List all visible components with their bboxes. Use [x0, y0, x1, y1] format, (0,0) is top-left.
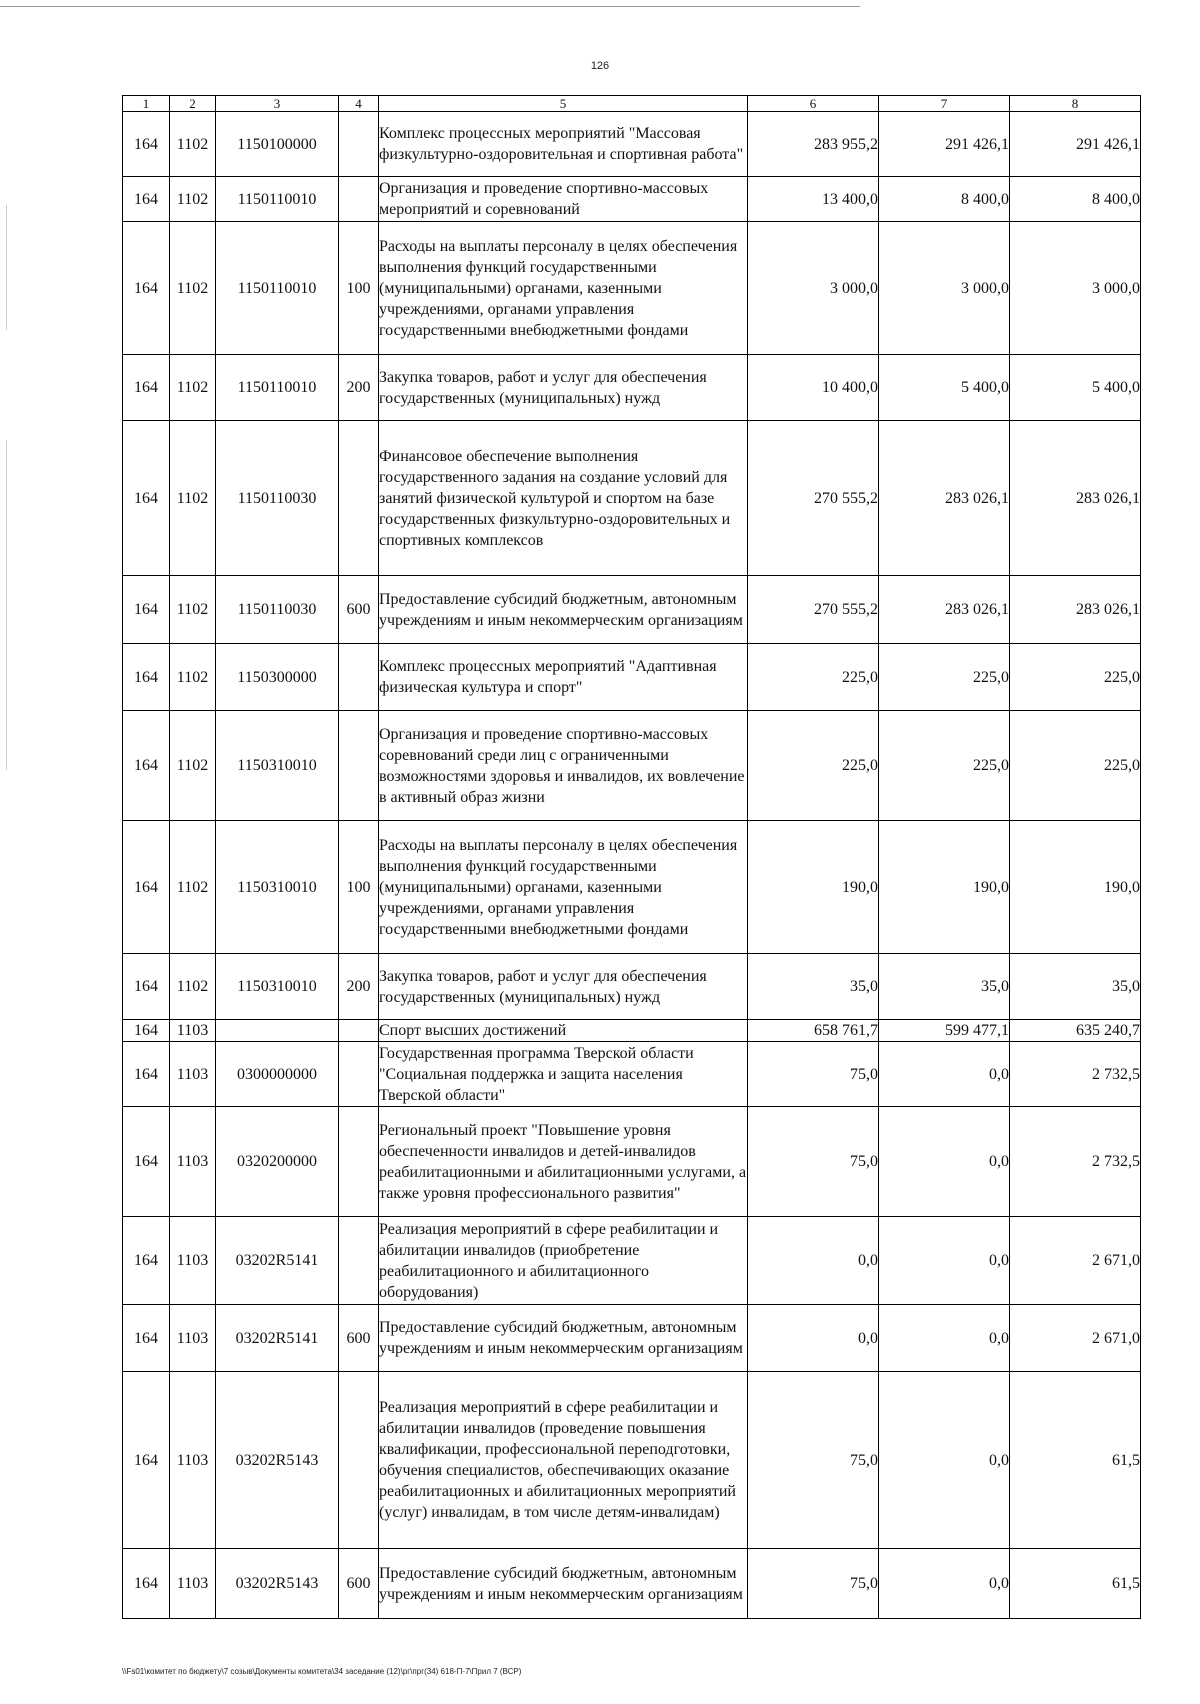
cell-amount-7: 0,0	[879, 1549, 1010, 1619]
cell-code-3: 1150100000	[216, 112, 339, 177]
cell-code-3: 0320200000	[216, 1107, 339, 1217]
cell-amount-7: 291 426,1	[879, 112, 1010, 177]
cell-amount-6: 75,0	[748, 1107, 879, 1217]
cell-description: Закупка товаров, работ и услуг для обеспечения государственных (муниципальных) нужд	[379, 954, 748, 1020]
column-header: 4	[339, 96, 379, 112]
cell-amount-6: 283 955,2	[748, 112, 879, 177]
cell-code-2: 1102	[170, 576, 216, 644]
cell-code-1: 164	[123, 711, 170, 821]
cell-code-2: 1102	[170, 644, 216, 711]
cell-code-1: 164	[123, 355, 170, 421]
scan-margin-line	[6, 205, 7, 330]
column-header: 8	[1010, 96, 1141, 112]
cell-amount-7: 3 000,0	[879, 222, 1010, 355]
cell-code-3: 03202R5141	[216, 1217, 339, 1305]
cell-description: Региональный проект "Повышение уровня обеспеченности инвалидов и детей-инвалидов реабилитационными и абилитационными услугами, а также уровня профессионального развития"	[379, 1107, 748, 1217]
top-rule	[0, 6, 860, 7]
cell-code-1: 164	[123, 1217, 170, 1305]
cell-code-2: 1103	[170, 1042, 216, 1107]
cell-amount-8: 635 240,7	[1010, 1020, 1141, 1042]
cell-code-4: 100	[339, 821, 379, 954]
table-row	[123, 1549, 1141, 1619]
cell-code-3: 03202R5143	[216, 1549, 339, 1619]
cell-description: Государственная программа Тверской области "Социальная поддержка и защита населения Тверской области"	[379, 1042, 748, 1107]
cell-description: Организация и проведение спортивно-массовых мероприятий и соревнований	[379, 177, 748, 222]
cell-description: Реализация мероприятий в сфере реабилитации и абилитации инвалидов (приобретение реабилитационного и абилитационного оборудования)	[379, 1217, 748, 1305]
cell-code-3: 1150110010	[216, 355, 339, 421]
cell-code-2: 1102	[170, 355, 216, 421]
cell-amount-7: 0,0	[879, 1305, 1010, 1372]
cell-code-4: 200	[339, 355, 379, 421]
cell-code-4	[339, 1020, 379, 1042]
cell-amount-6: 270 555,2	[748, 421, 879, 576]
cell-code-4	[339, 177, 379, 222]
cell-amount-7: 0,0	[879, 1107, 1010, 1217]
cell-amount-7: 225,0	[879, 644, 1010, 711]
cell-description: Предоставление субсидий бюджетным, автономным учреждениям и иным некоммерческим организациям	[379, 576, 748, 644]
cell-amount-6: 3 000,0	[748, 222, 879, 355]
cell-code-3: 03202R5141	[216, 1305, 339, 1372]
cell-code-2: 1103	[170, 1372, 216, 1549]
cell-code-4: 200	[339, 954, 379, 1020]
cell-code-2: 1102	[170, 954, 216, 1020]
cell-amount-6: 13 400,0	[748, 177, 879, 222]
cell-code-4	[339, 1217, 379, 1305]
cell-code-4	[339, 711, 379, 821]
cell-amount-7: 225,0	[879, 711, 1010, 821]
cell-amount-6: 270 555,2	[748, 576, 879, 644]
cell-code-1: 164	[123, 1549, 170, 1619]
cell-code-1: 164	[123, 1042, 170, 1107]
cell-amount-8: 3 000,0	[1010, 222, 1141, 355]
cell-code-2: 1102	[170, 112, 216, 177]
cell-amount-8: 291 426,1	[1010, 112, 1141, 177]
cell-amount-8: 283 026,1	[1010, 576, 1141, 644]
cell-code-1: 164	[123, 576, 170, 644]
cell-code-4	[339, 112, 379, 177]
cell-code-4: 100	[339, 222, 379, 355]
cell-description: Предоставление субсидий бюджетным, автономным учреждениям и иным некоммерческим организациям	[379, 1549, 748, 1619]
cell-code-1: 164	[123, 1305, 170, 1372]
cell-code-4: 600	[339, 1549, 379, 1619]
cell-code-4	[339, 1372, 379, 1549]
cell-amount-8: 2 671,0	[1010, 1217, 1141, 1305]
cell-description: Реализация мероприятий в сфере реабилитации и абилитации инвалидов (проведение повышения квалификации, профессиональной переподготовки, обучения специалистов, обеспечивающих оказание реабилитационных и абилитационных мероприятий (услуг) инвалидам, в том числе детям-инвалидам)	[379, 1372, 748, 1549]
cell-amount-6: 75,0	[748, 1372, 879, 1549]
cell-code-2: 1103	[170, 1107, 216, 1217]
cell-description: Организация и проведение спортивно-массовых соревнований среди лиц с ограниченными возможностями здоровья и инвалидов, их вовлечение в активный образ жизни	[379, 711, 748, 821]
scan-margin-line	[6, 440, 7, 770]
cell-amount-7: 0,0	[879, 1372, 1010, 1549]
cell-code-1: 164	[123, 1107, 170, 1217]
budget-table	[122, 95, 1141, 1619]
cell-amount-8: 225,0	[1010, 711, 1141, 821]
cell-amount-7: 8 400,0	[879, 177, 1010, 222]
table-row	[123, 1042, 1141, 1107]
cell-amount-7: 283 026,1	[879, 421, 1010, 576]
table-row	[123, 1305, 1141, 1372]
cell-amount-6: 225,0	[748, 711, 879, 821]
cell-code-1: 164	[123, 1020, 170, 1042]
column-header: 2	[170, 96, 216, 112]
cell-code-3: 1150310010	[216, 711, 339, 821]
cell-code-4	[339, 1107, 379, 1217]
cell-amount-8: 2 732,5	[1010, 1042, 1141, 1107]
cell-code-1: 164	[123, 222, 170, 355]
cell-amount-6: 190,0	[748, 821, 879, 954]
cell-description: Спорт высших достижений	[379, 1020, 748, 1042]
table-row	[123, 954, 1141, 1020]
cell-code-4	[339, 644, 379, 711]
cell-amount-6: 0,0	[748, 1305, 879, 1372]
column-header: 5	[379, 96, 748, 112]
cell-code-2: 1102	[170, 821, 216, 954]
cell-code-4	[339, 1042, 379, 1107]
table-row	[123, 355, 1141, 421]
cell-amount-8: 190,0	[1010, 821, 1141, 954]
cell-amount-6: 35,0	[748, 954, 879, 1020]
footer-file-path: \\Fs01\комитет по бюджету\7 созыв\Документы комитета\34 заседание (12)\рг\прг(34) 618-П-7\Прил 7 (ВСР)	[122, 1667, 522, 1676]
cell-code-1: 164	[123, 954, 170, 1020]
cell-code-3: 1150110010	[216, 222, 339, 355]
cell-code-3: 1150300000	[216, 644, 339, 711]
cell-description: Расходы на выплаты персоналу в целях обеспечения выполнения функций государственными (муниципальными) органами, казенными учреждениями, органами управления государственными внебюджетными фондами	[379, 821, 748, 954]
cell-amount-7: 283 026,1	[879, 576, 1010, 644]
cell-description: Расходы на выплаты персоналу в целях обеспечения выполнения функций государственными (муниципальными) органами, казенными учреждениями, органами управления государственными внебюджетными фондами	[379, 222, 748, 355]
cell-amount-7: 599 477,1	[879, 1020, 1010, 1042]
cell-code-2: 1103	[170, 1217, 216, 1305]
cell-amount-6: 75,0	[748, 1549, 879, 1619]
cell-amount-7: 0,0	[879, 1217, 1010, 1305]
cell-amount-6: 225,0	[748, 644, 879, 711]
cell-amount-8: 5 400,0	[1010, 355, 1141, 421]
cell-code-3: 03202R5143	[216, 1372, 339, 1549]
cell-amount-8: 61,5	[1010, 1549, 1141, 1619]
table-row	[123, 112, 1141, 177]
cell-amount-7: 5 400,0	[879, 355, 1010, 421]
table-row	[123, 821, 1141, 954]
table-row	[123, 1107, 1141, 1217]
cell-amount-6: 0,0	[748, 1217, 879, 1305]
cell-code-4: 600	[339, 576, 379, 644]
table-row	[123, 576, 1141, 644]
cell-code-2: 1103	[170, 1020, 216, 1042]
cell-code-4: 600	[339, 1305, 379, 1372]
cell-amount-6: 10 400,0	[748, 355, 879, 421]
cell-code-3: 1150310010	[216, 821, 339, 954]
cell-amount-7: 35,0	[879, 954, 1010, 1020]
cell-code-1: 164	[123, 177, 170, 222]
cell-amount-8: 225,0	[1010, 644, 1141, 711]
cell-code-1: 164	[123, 644, 170, 711]
cell-code-3	[216, 1020, 339, 1042]
page-number: 126	[590, 60, 610, 72]
table-row	[123, 421, 1141, 576]
cell-code-3: 1150110030	[216, 421, 339, 576]
cell-code-3: 1150110010	[216, 177, 339, 222]
cell-amount-6: 658 761,7	[748, 1020, 879, 1042]
cell-description: Предоставление субсидий бюджетным, автономным учреждениям и иным некоммерческим организациям	[379, 1305, 748, 1372]
cell-amount-7: 0,0	[879, 1042, 1010, 1107]
cell-amount-8: 2 671,0	[1010, 1305, 1141, 1372]
cell-code-4	[339, 421, 379, 576]
cell-amount-8: 283 026,1	[1010, 421, 1141, 576]
cell-code-1: 164	[123, 421, 170, 576]
cell-amount-8: 35,0	[1010, 954, 1141, 1020]
cell-amount-8: 2 732,5	[1010, 1107, 1141, 1217]
cell-code-2: 1102	[170, 711, 216, 821]
cell-description: Финансовое обеспечение выполнения государственного задания на создание условий для занятий физической культурой и спортом на базе государственных физкультурно-оздоровительных и спортивных комплексов	[379, 421, 748, 576]
cell-amount-7: 190,0	[879, 821, 1010, 954]
cell-code-3: 1150110030	[216, 576, 339, 644]
cell-description: Закупка товаров, работ и услуг для обеспечения государственных (муниципальных) нужд	[379, 355, 748, 421]
table-row	[123, 177, 1141, 222]
cell-amount-6: 75,0	[748, 1042, 879, 1107]
cell-code-2: 1102	[170, 177, 216, 222]
table-row	[123, 1020, 1141, 1042]
table-row	[123, 644, 1141, 711]
column-header: 7	[879, 96, 1010, 112]
cell-code-2: 1102	[170, 421, 216, 576]
cell-code-3: 0300000000	[216, 1042, 339, 1107]
table-row	[123, 1372, 1141, 1549]
cell-code-2: 1102	[170, 222, 216, 355]
cell-code-3: 1150310010	[216, 954, 339, 1020]
table-row	[123, 711, 1141, 821]
cell-amount-8: 8 400,0	[1010, 177, 1141, 222]
cell-code-1: 164	[123, 821, 170, 954]
table-row	[123, 222, 1141, 355]
column-header: 1	[123, 96, 170, 112]
cell-code-1: 164	[123, 1372, 170, 1549]
cell-code-2: 1103	[170, 1305, 216, 1372]
cell-code-1: 164	[123, 112, 170, 177]
column-header: 3	[216, 96, 339, 112]
cell-code-2: 1103	[170, 1549, 216, 1619]
cell-description: Комплекс процессных мероприятий "Массовая физкультурно-оздоровительная и спортивная работа"	[379, 112, 748, 177]
cell-description: Комплекс процессных мероприятий "Адаптивная физическая культура и спорт"	[379, 644, 748, 711]
cell-amount-8: 61,5	[1010, 1372, 1141, 1549]
header-row	[123, 96, 1141, 112]
column-header: 6	[748, 96, 879, 112]
table-row	[123, 1217, 1141, 1305]
